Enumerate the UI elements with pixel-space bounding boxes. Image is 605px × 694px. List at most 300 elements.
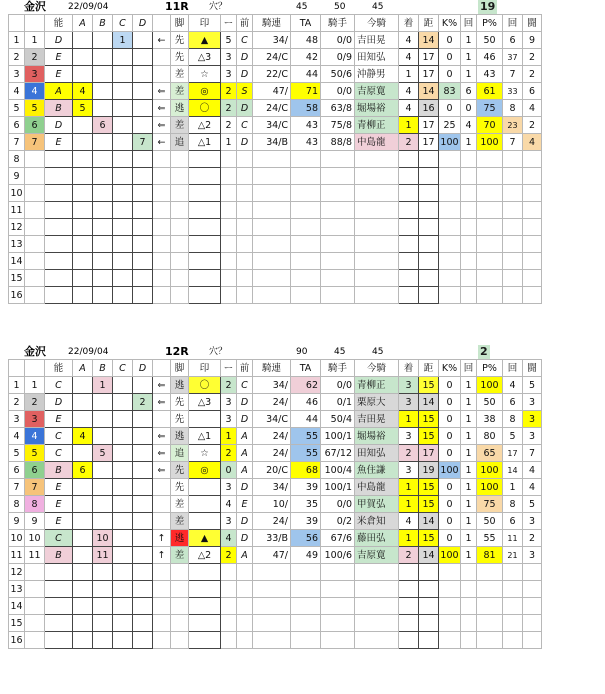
cell-p-pct: 81: [477, 547, 503, 564]
cell-mark: △3: [189, 394, 221, 411]
cell-ability: [45, 236, 73, 253]
cell-col-b: [93, 270, 113, 287]
cell-col-b: [93, 411, 113, 428]
column-header-jockey-combo: 騎連: [253, 15, 291, 32]
cell-mark: [189, 236, 221, 253]
cell-ta: 35: [291, 496, 321, 513]
cell-mark: △2: [189, 117, 221, 134]
cell-style: [171, 168, 189, 185]
cell-col-b: 5: [93, 445, 113, 462]
race-12-section: [0, 345, 605, 694]
cell-mark: [189, 632, 221, 649]
cell-count-2: 37: [503, 49, 523, 66]
cell-p-pct: [477, 564, 503, 581]
cell-ta: [291, 253, 321, 270]
cell-col-a: [73, 270, 93, 287]
table-row: [9, 287, 542, 304]
cell-col-d: [133, 83, 153, 100]
race-header: [0, 345, 605, 359]
cell-minus: [221, 598, 237, 615]
cell-jockey: [321, 168, 355, 185]
column-header-style: 脚: [171, 360, 189, 377]
cell-finish: 2: [399, 134, 419, 151]
cell-mark: ◎: [189, 83, 221, 100]
cell-current-jockey: 青柳正: [355, 377, 399, 394]
cell-arrow: ⇐: [153, 462, 171, 479]
cell-distance: [419, 151, 439, 168]
cell-distance: [419, 202, 439, 219]
cell-count-2: [503, 632, 523, 649]
cell-row-index: 5: [9, 445, 25, 462]
cell-style: [171, 598, 189, 615]
cell-col-b: 11: [93, 547, 113, 564]
cell-count-2: 11: [503, 530, 523, 547]
venue-label: 金沢: [24, 345, 46, 358]
cell-fight: 4: [523, 462, 542, 479]
cell-p-pct: [477, 219, 503, 236]
cell-col-d: [133, 168, 153, 185]
cell-ta: 39: [291, 513, 321, 530]
cell-distance: 17: [419, 117, 439, 134]
cell-col-c: 1: [113, 32, 133, 49]
table-row: [9, 49, 542, 66]
table-row: [9, 479, 542, 496]
cell-arrow: [153, 513, 171, 530]
cell-ability: D: [45, 394, 73, 411]
cell-style: 先: [171, 32, 189, 49]
cell-distance: 16: [419, 100, 439, 117]
cell-col-a: [73, 185, 93, 202]
cell-p-pct: 100: [477, 462, 503, 479]
cell-mark: ▲: [189, 530, 221, 547]
cell-col-d: [133, 253, 153, 270]
cell-p-pct: [477, 202, 503, 219]
table-row: [9, 117, 542, 134]
cell-prev: C: [237, 32, 253, 49]
venue-label: 金沢: [24, 0, 46, 13]
cell-finish: 1: [399, 479, 419, 496]
cell-fight: [523, 253, 542, 270]
cell-col-c: [113, 615, 133, 632]
cell-ability: E: [45, 479, 73, 496]
cell-ta: [291, 615, 321, 632]
cell-ability: B: [45, 100, 73, 117]
cell-arrow: [153, 202, 171, 219]
column-header-col-b: B: [93, 360, 113, 377]
cell-prev: [237, 287, 253, 304]
cell-row-index: 15: [9, 270, 25, 287]
cell-current-jockey: 甲賀弘: [355, 496, 399, 513]
cell-prev: [237, 564, 253, 581]
cell-col-b: [93, 615, 113, 632]
ana-label: 穴？: [209, 2, 228, 12]
cell-row-index: 11: [9, 547, 25, 564]
cell-current-jockey: 青柳正: [355, 117, 399, 134]
cell-jockey-combo: [253, 598, 291, 615]
cell-count-1: [461, 270, 477, 287]
cell-col-d: [133, 202, 153, 219]
cell-col-d: [133, 287, 153, 304]
cell-minus: 5: [221, 32, 237, 49]
cell-k-pct: [439, 287, 461, 304]
cell-fight: 7: [523, 445, 542, 462]
cell-col-d: [133, 479, 153, 496]
cell-col-a: 5: [73, 100, 93, 117]
cell-k-pct: 0: [439, 377, 461, 394]
cell-ta: 42: [291, 49, 321, 66]
cell-current-jockey: 田知弘: [355, 49, 399, 66]
cell-col-a: [73, 581, 93, 598]
cell-style: 先: [171, 394, 189, 411]
cell-minus: [221, 615, 237, 632]
cell-p-pct: 43: [477, 66, 503, 83]
cell-mark: [189, 598, 221, 615]
cell-style: 追: [171, 445, 189, 462]
column-header-jockey: 騎手: [321, 360, 355, 377]
cell-jockey-combo: 24/: [253, 428, 291, 445]
cell-ability: C: [45, 445, 73, 462]
cell-ability: [45, 581, 73, 598]
cell-jockey: [321, 236, 355, 253]
cell-col-b: [93, 496, 113, 513]
cell-mark: [189, 168, 221, 185]
cell-jockey-combo: 22/C: [253, 66, 291, 83]
cell-ta: [291, 564, 321, 581]
cell-mark: [189, 513, 221, 530]
cell-arrow: [153, 253, 171, 270]
cell-arrow: [153, 49, 171, 66]
cell-col-d: [133, 32, 153, 49]
cell-distance: [419, 236, 439, 253]
cell-ability: B: [45, 462, 73, 479]
cell-horse-number: [25, 168, 45, 185]
cell-jockey-combo: 34/B: [253, 134, 291, 151]
cell-distance: 17: [419, 49, 439, 66]
cell-prev: A: [237, 428, 253, 445]
cell-prev: D: [237, 479, 253, 496]
cell-mark: [189, 185, 221, 202]
cell-style: 差: [171, 547, 189, 564]
cell-minus: [221, 632, 237, 649]
cell-ability: [45, 632, 73, 649]
cell-jockey-combo: 20/C: [253, 462, 291, 479]
cell-arrow: ⇐: [153, 100, 171, 117]
cell-count-1: 1: [461, 530, 477, 547]
cell-count-2: 1: [503, 479, 523, 496]
column-header-col-a: A: [73, 15, 93, 32]
cell-minus: 1: [221, 134, 237, 151]
cell-row-index: 1: [9, 377, 25, 394]
cell-col-b: [93, 428, 113, 445]
cell-minus: 2: [221, 377, 237, 394]
cell-jockey: [321, 632, 355, 649]
table-row: [9, 564, 542, 581]
cell-row-index: 12: [9, 564, 25, 581]
cell-col-c: [113, 462, 133, 479]
cell-jockey: 0/0: [321, 377, 355, 394]
cell-finish: [399, 598, 419, 615]
cell-col-c: [113, 117, 133, 134]
cell-prev: [237, 185, 253, 202]
cell-horse-number: [25, 564, 45, 581]
cell-k-pct: [439, 185, 461, 202]
cell-jockey-combo: 34/: [253, 479, 291, 496]
column-header-current-jockey: 今騎: [355, 360, 399, 377]
cell-count-1: [461, 236, 477, 253]
cell-mark: ▲: [189, 32, 221, 49]
cell-col-b: [93, 168, 113, 185]
cell-fight: 2: [523, 117, 542, 134]
cell-style: [171, 564, 189, 581]
cell-distance: [419, 253, 439, 270]
cell-col-c: [113, 428, 133, 445]
cell-distance: [419, 564, 439, 581]
cell-minus: [221, 287, 237, 304]
column-header-jockey: 騎手: [321, 15, 355, 32]
column-header-k-pct: K%: [439, 360, 461, 377]
cell-p-pct: 100: [477, 479, 503, 496]
table-row: [9, 496, 542, 513]
cell-ability: [45, 151, 73, 168]
cell-k-pct: 0: [439, 496, 461, 513]
column-header-count-1: 回: [461, 360, 477, 377]
cell-mark: [189, 151, 221, 168]
cell-col-a: [73, 134, 93, 151]
cell-col-b: [93, 287, 113, 304]
cell-jockey-combo: [253, 236, 291, 253]
cell-ta: [291, 632, 321, 649]
cell-k-pct: 0: [439, 32, 461, 49]
cell-distance: [419, 581, 439, 598]
cell-count-2: 7: [503, 134, 523, 151]
cell-col-d: [133, 219, 153, 236]
cell-horse-number: [25, 219, 45, 236]
cell-p-pct: 70: [477, 117, 503, 134]
cell-col-d: [133, 632, 153, 649]
cell-p-pct: [477, 185, 503, 202]
column-header-ta: TA: [291, 360, 321, 377]
cell-prev: S: [237, 83, 253, 100]
cell-current-jockey: 堀場裕: [355, 428, 399, 445]
cell-k-pct: 100: [439, 547, 461, 564]
cell-count-1: 1: [461, 411, 477, 428]
cell-k-pct: 0: [439, 411, 461, 428]
table-row: [9, 615, 542, 632]
cell-style: 先: [171, 479, 189, 496]
cell-arrow: [153, 598, 171, 615]
table-row: [9, 377, 542, 394]
cell-arrow: ⇐: [153, 445, 171, 462]
cell-col-c: [113, 100, 133, 117]
cell-count-2: 21: [503, 547, 523, 564]
cell-finish: 1: [399, 530, 419, 547]
column-header-count-1: 回: [461, 15, 477, 32]
cell-distance: [419, 270, 439, 287]
cell-col-d: [133, 581, 153, 598]
cell-count-1: 1: [461, 496, 477, 513]
cell-row-index: 6: [9, 462, 25, 479]
cell-count-2: 7: [503, 66, 523, 83]
cell-col-a: [73, 513, 93, 530]
cell-distance: 17: [419, 445, 439, 462]
cell-count-2: 5: [503, 428, 523, 445]
cell-distance: 14: [419, 394, 439, 411]
column-header-k-pct: K%: [439, 15, 461, 32]
cell-mark: ☆: [189, 66, 221, 83]
cell-ability: [45, 185, 73, 202]
cell-row-index: 12: [9, 219, 25, 236]
cell-col-b: [93, 219, 113, 236]
cell-p-pct: 46: [477, 49, 503, 66]
cell-mark: [189, 287, 221, 304]
cell-col-b: [93, 100, 113, 117]
cell-p-pct: 61: [477, 83, 503, 100]
cell-p-pct: 75: [477, 100, 503, 117]
cell-finish: 3: [399, 394, 419, 411]
cell-style: [171, 615, 189, 632]
table-row: [9, 83, 542, 100]
cell-count-2: 33: [503, 83, 523, 100]
cell-ability: [45, 219, 73, 236]
cell-style: 逃: [171, 530, 189, 547]
cell-p-pct: 50: [477, 32, 503, 49]
cell-row-index: 7: [9, 134, 25, 151]
cell-mark: 〇: [189, 100, 221, 117]
cell-horse-number: [25, 253, 45, 270]
cell-arrow: [153, 236, 171, 253]
cell-horse-number: [25, 202, 45, 219]
cell-col-d: [133, 513, 153, 530]
cell-minus: [221, 219, 237, 236]
cell-minus: 0: [221, 462, 237, 479]
cell-ta: 71: [291, 83, 321, 100]
cell-jockey-combo: 24/C: [253, 100, 291, 117]
cell-minus: 1: [221, 428, 237, 445]
cell-prev: C: [237, 117, 253, 134]
table-row: [9, 100, 542, 117]
cell-row-index: 1: [9, 32, 25, 49]
cell-horse-number: [25, 615, 45, 632]
column-header-jockey-combo: 騎連: [253, 360, 291, 377]
cell-col-a: [73, 598, 93, 615]
cell-arrow: ←: [153, 134, 171, 151]
table-row: [9, 219, 542, 236]
cell-col-d: [133, 49, 153, 66]
cell-jockey: 67/12: [321, 445, 355, 462]
cell-row-index: 10: [9, 530, 25, 547]
cell-horse-number: 11: [25, 547, 45, 564]
cell-p-pct: 100: [477, 134, 503, 151]
cell-prev: D: [237, 530, 253, 547]
cell-ta: 62: [291, 377, 321, 394]
cell-fight: 3: [523, 513, 542, 530]
cell-current-jockey: [355, 564, 399, 581]
cell-k-pct: 0: [439, 49, 461, 66]
cell-k-pct: 0: [439, 479, 461, 496]
cell-prev: [237, 202, 253, 219]
cell-style: [171, 219, 189, 236]
cell-jockey: [321, 564, 355, 581]
cell-mark: △1: [189, 428, 221, 445]
cell-count-2: [503, 236, 523, 253]
cell-k-pct: 0: [439, 428, 461, 445]
column-header-prev: 前: [237, 15, 253, 32]
race-number: 12R: [165, 345, 189, 358]
cell-col-c: [113, 168, 133, 185]
column-header-arrow: [153, 360, 171, 377]
cell-finish: 2: [399, 547, 419, 564]
cell-ta: [291, 236, 321, 253]
cell-col-d: [133, 428, 153, 445]
cell-fight: 2: [523, 530, 542, 547]
cell-distance: 15: [419, 411, 439, 428]
cell-col-a: [73, 236, 93, 253]
cell-ability: [45, 598, 73, 615]
cell-jockey: 100/4: [321, 462, 355, 479]
cell-distance: 14: [419, 513, 439, 530]
cell-jockey-combo: 34/C: [253, 117, 291, 134]
cell-col-a: [73, 615, 93, 632]
column-header-col-d: D: [133, 15, 153, 32]
cell-horse-number: 7: [25, 134, 45, 151]
cell-col-b: [93, 151, 113, 168]
column-header-col-d: D: [133, 360, 153, 377]
cell-prev: [237, 168, 253, 185]
cell-ability: [45, 615, 73, 632]
race-header: [0, 0, 605, 14]
cell-current-jockey: [355, 185, 399, 202]
cell-distance: [419, 185, 439, 202]
cell-jockey: 50/4: [321, 411, 355, 428]
cell-ability: C: [45, 377, 73, 394]
cell-distance: [419, 219, 439, 236]
cell-k-pct: 25: [439, 117, 461, 134]
cell-current-jockey: 藤田弘: [355, 530, 399, 547]
cell-col-b: 6: [93, 117, 113, 134]
cell-row-index: 2: [9, 394, 25, 411]
cell-col-c: [113, 564, 133, 581]
cell-k-pct: 0: [439, 513, 461, 530]
cell-p-pct: 75: [477, 496, 503, 513]
cell-style: 逃: [171, 428, 189, 445]
cell-k-pct: 0: [439, 66, 461, 83]
cell-p-pct: [477, 598, 503, 615]
cell-p-pct: 80: [477, 428, 503, 445]
cell-col-b: [93, 632, 113, 649]
cell-prev: [237, 151, 253, 168]
column-header-distance: 距: [419, 15, 439, 32]
cell-prev: A: [237, 445, 253, 462]
column-header-finish: 着: [399, 15, 419, 32]
cell-count-1: 1: [461, 547, 477, 564]
cell-current-jockey: 田知弘: [355, 445, 399, 462]
cell-col-c: [113, 236, 133, 253]
cell-mark: △2: [189, 547, 221, 564]
cell-col-c: [113, 377, 133, 394]
table-row: [9, 632, 542, 649]
cell-count-1: [461, 168, 477, 185]
cell-count-2: [503, 253, 523, 270]
cell-col-c: [113, 513, 133, 530]
column-header-count-2: 回: [503, 15, 523, 32]
cell-prev: D: [237, 49, 253, 66]
cell-row-index: 6: [9, 117, 25, 134]
cell-horse-number: 1: [25, 377, 45, 394]
cell-count-1: 4: [461, 117, 477, 134]
cell-count-2: 8: [503, 411, 523, 428]
cell-count-2: 14: [503, 462, 523, 479]
cell-horse-number: 9: [25, 513, 45, 530]
